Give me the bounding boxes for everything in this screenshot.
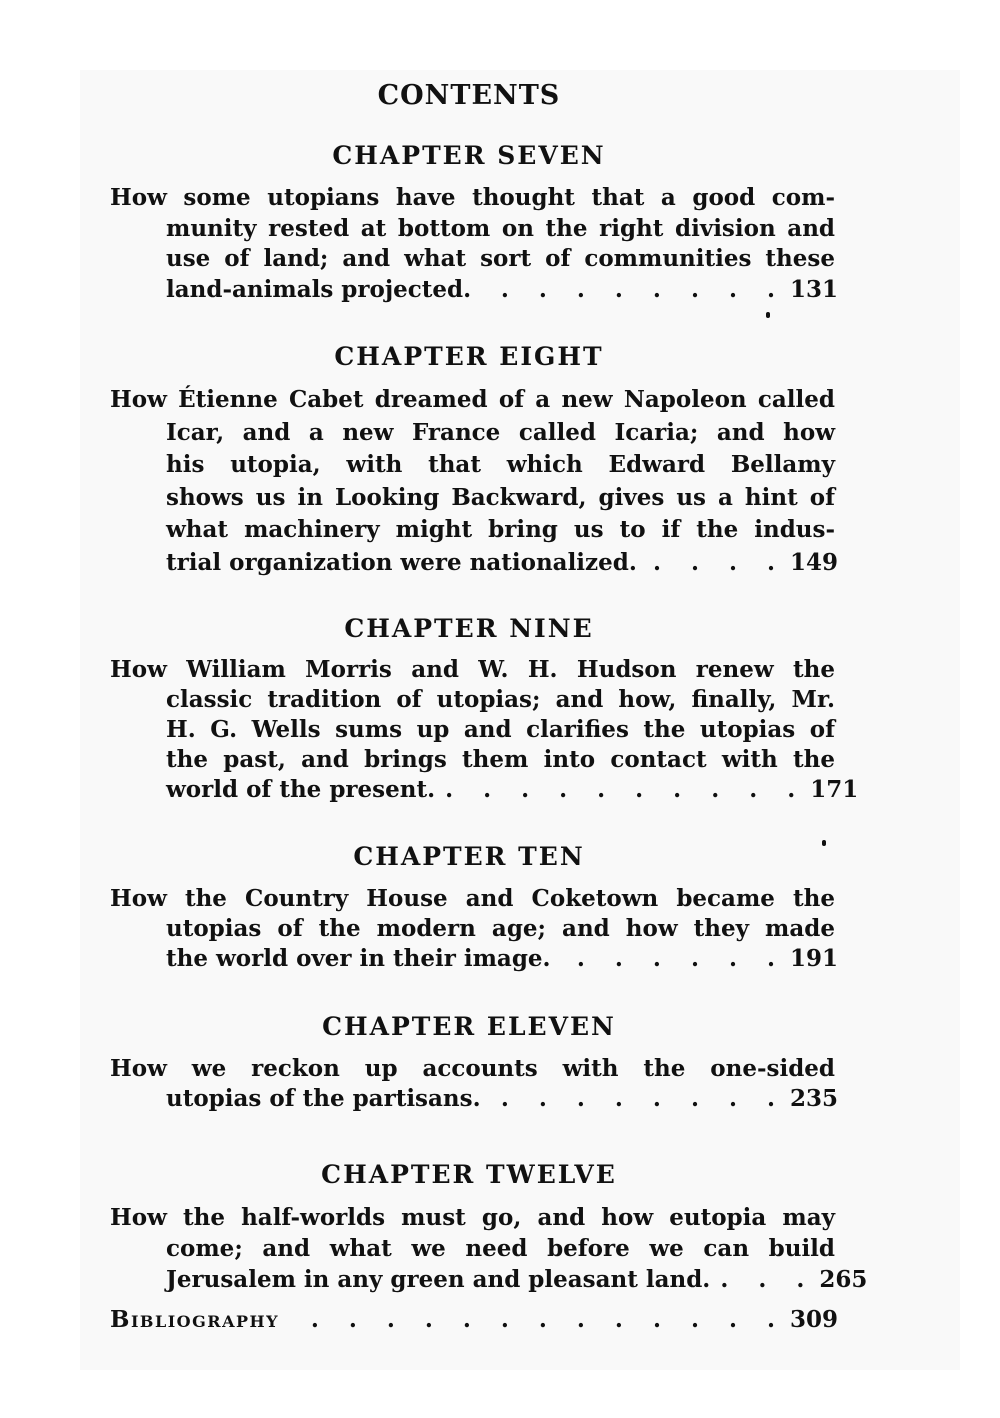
entry-line: How Étienne Cabet dreamed of a new Napoleon called [110,386,835,413]
entry-line: the past, and brings them into contact with the [166,746,835,773]
entry-line: use of land; and what sort of communities these [166,245,835,272]
entry-last-line [166,944,839,974]
chapter-ten-entry[interactable] [110,884,839,974]
entry-line: come; and what we need before we can build [166,1235,835,1262]
entry-line: How the half-worlds must go, and how eutopia may [110,1204,835,1231]
entry-line: the world over in their image. [166,945,551,972]
entry-last-line [166,1084,839,1114]
chapter-eight-title: CHAPTER EIGHT [334,342,604,371]
chapter-seven-entry[interactable] [110,183,839,305]
entry-line: H. G. Wells sums up and clarifies the utopias of [166,716,835,743]
contents-title: CONTENTS [377,80,561,111]
bibliography-entry[interactable] [110,1305,839,1336]
entry-line: How William Morris and W. H. Hudson renew the [110,656,835,683]
entry-line: Jerusalem in any green and pleasant land. [166,1266,711,1293]
entry-last-line [166,1264,868,1295]
entry-line: trial organization were nationalized. [166,548,637,576]
entry-line: classic tradition of utopias; and how, finally, Mr. [166,686,835,713]
entry-last-line [110,1305,839,1336]
dot-leader: . . . . . . . . [500,275,786,303]
chapter-seven-title: CHAPTER SEVEN [332,141,606,170]
chapter-ten-title: CHAPTER TEN [353,842,585,871]
entry-last-line [166,547,839,580]
page-number: 235 [790,1085,839,1112]
chapter-twelve-title: CHAPTER TWELVE [321,1160,617,1189]
bibliography-label: Bibliography [110,1306,280,1333]
entry-line: his utopia, with that which Edward Bellamy [166,451,835,478]
chapter-nine-entry[interactable] [110,655,859,805]
entry-line: world of the present. [166,776,436,803]
entry-line: shows us in Looking Backward, gives us a hint of [166,483,835,511]
dot-leader: . . . . . . . . [500,1085,786,1112]
page-number: 191 [790,945,839,972]
chapter-eleven-title: CHAPTER ELEVEN [322,1012,616,1041]
chapter-eight-entry[interactable] [110,384,839,579]
entry-line: Icar, and a new France called Icaria; and how [166,418,835,446]
dot-leader: . . . . . . . . . . . . . [310,1306,786,1333]
chapter-eleven-entry[interactable] [110,1054,839,1114]
page-number: 309 [790,1306,839,1333]
entry-last-line [166,775,859,805]
dot-leader: . . . . [652,548,786,576]
page-number: 131 [790,275,839,303]
entry-line: utopias of the partisans. [166,1085,481,1112]
dot-leader: . . . . . . [576,945,786,972]
ink-speck [766,312,770,318]
entry-last-line [166,275,839,306]
page-number: 171 [810,776,859,803]
entry-line: How some utopians have thought that a good com- [110,184,835,211]
entry-line: How we reckon up accounts with the one-sided [110,1055,835,1082]
entry-line: what machinery might bring us to if the indus- [166,516,835,543]
chapter-nine-title: CHAPTER NINE [344,614,594,643]
entry-line: land-animals projected. [166,275,472,303]
dot-leader: . . . . . . . . . . [445,776,807,803]
page-number: 149 [790,548,839,576]
entry-line: munity rested at bottom on the right division and [166,214,835,242]
entry-line: How the Country House and Coketown became the [110,885,835,912]
chapter-twelve-entry[interactable] [110,1202,868,1295]
dot-leader: . . . [720,1266,816,1293]
page-number: 265 [819,1266,868,1293]
entry-line: utopias of the modern age; and how they made [166,915,835,942]
